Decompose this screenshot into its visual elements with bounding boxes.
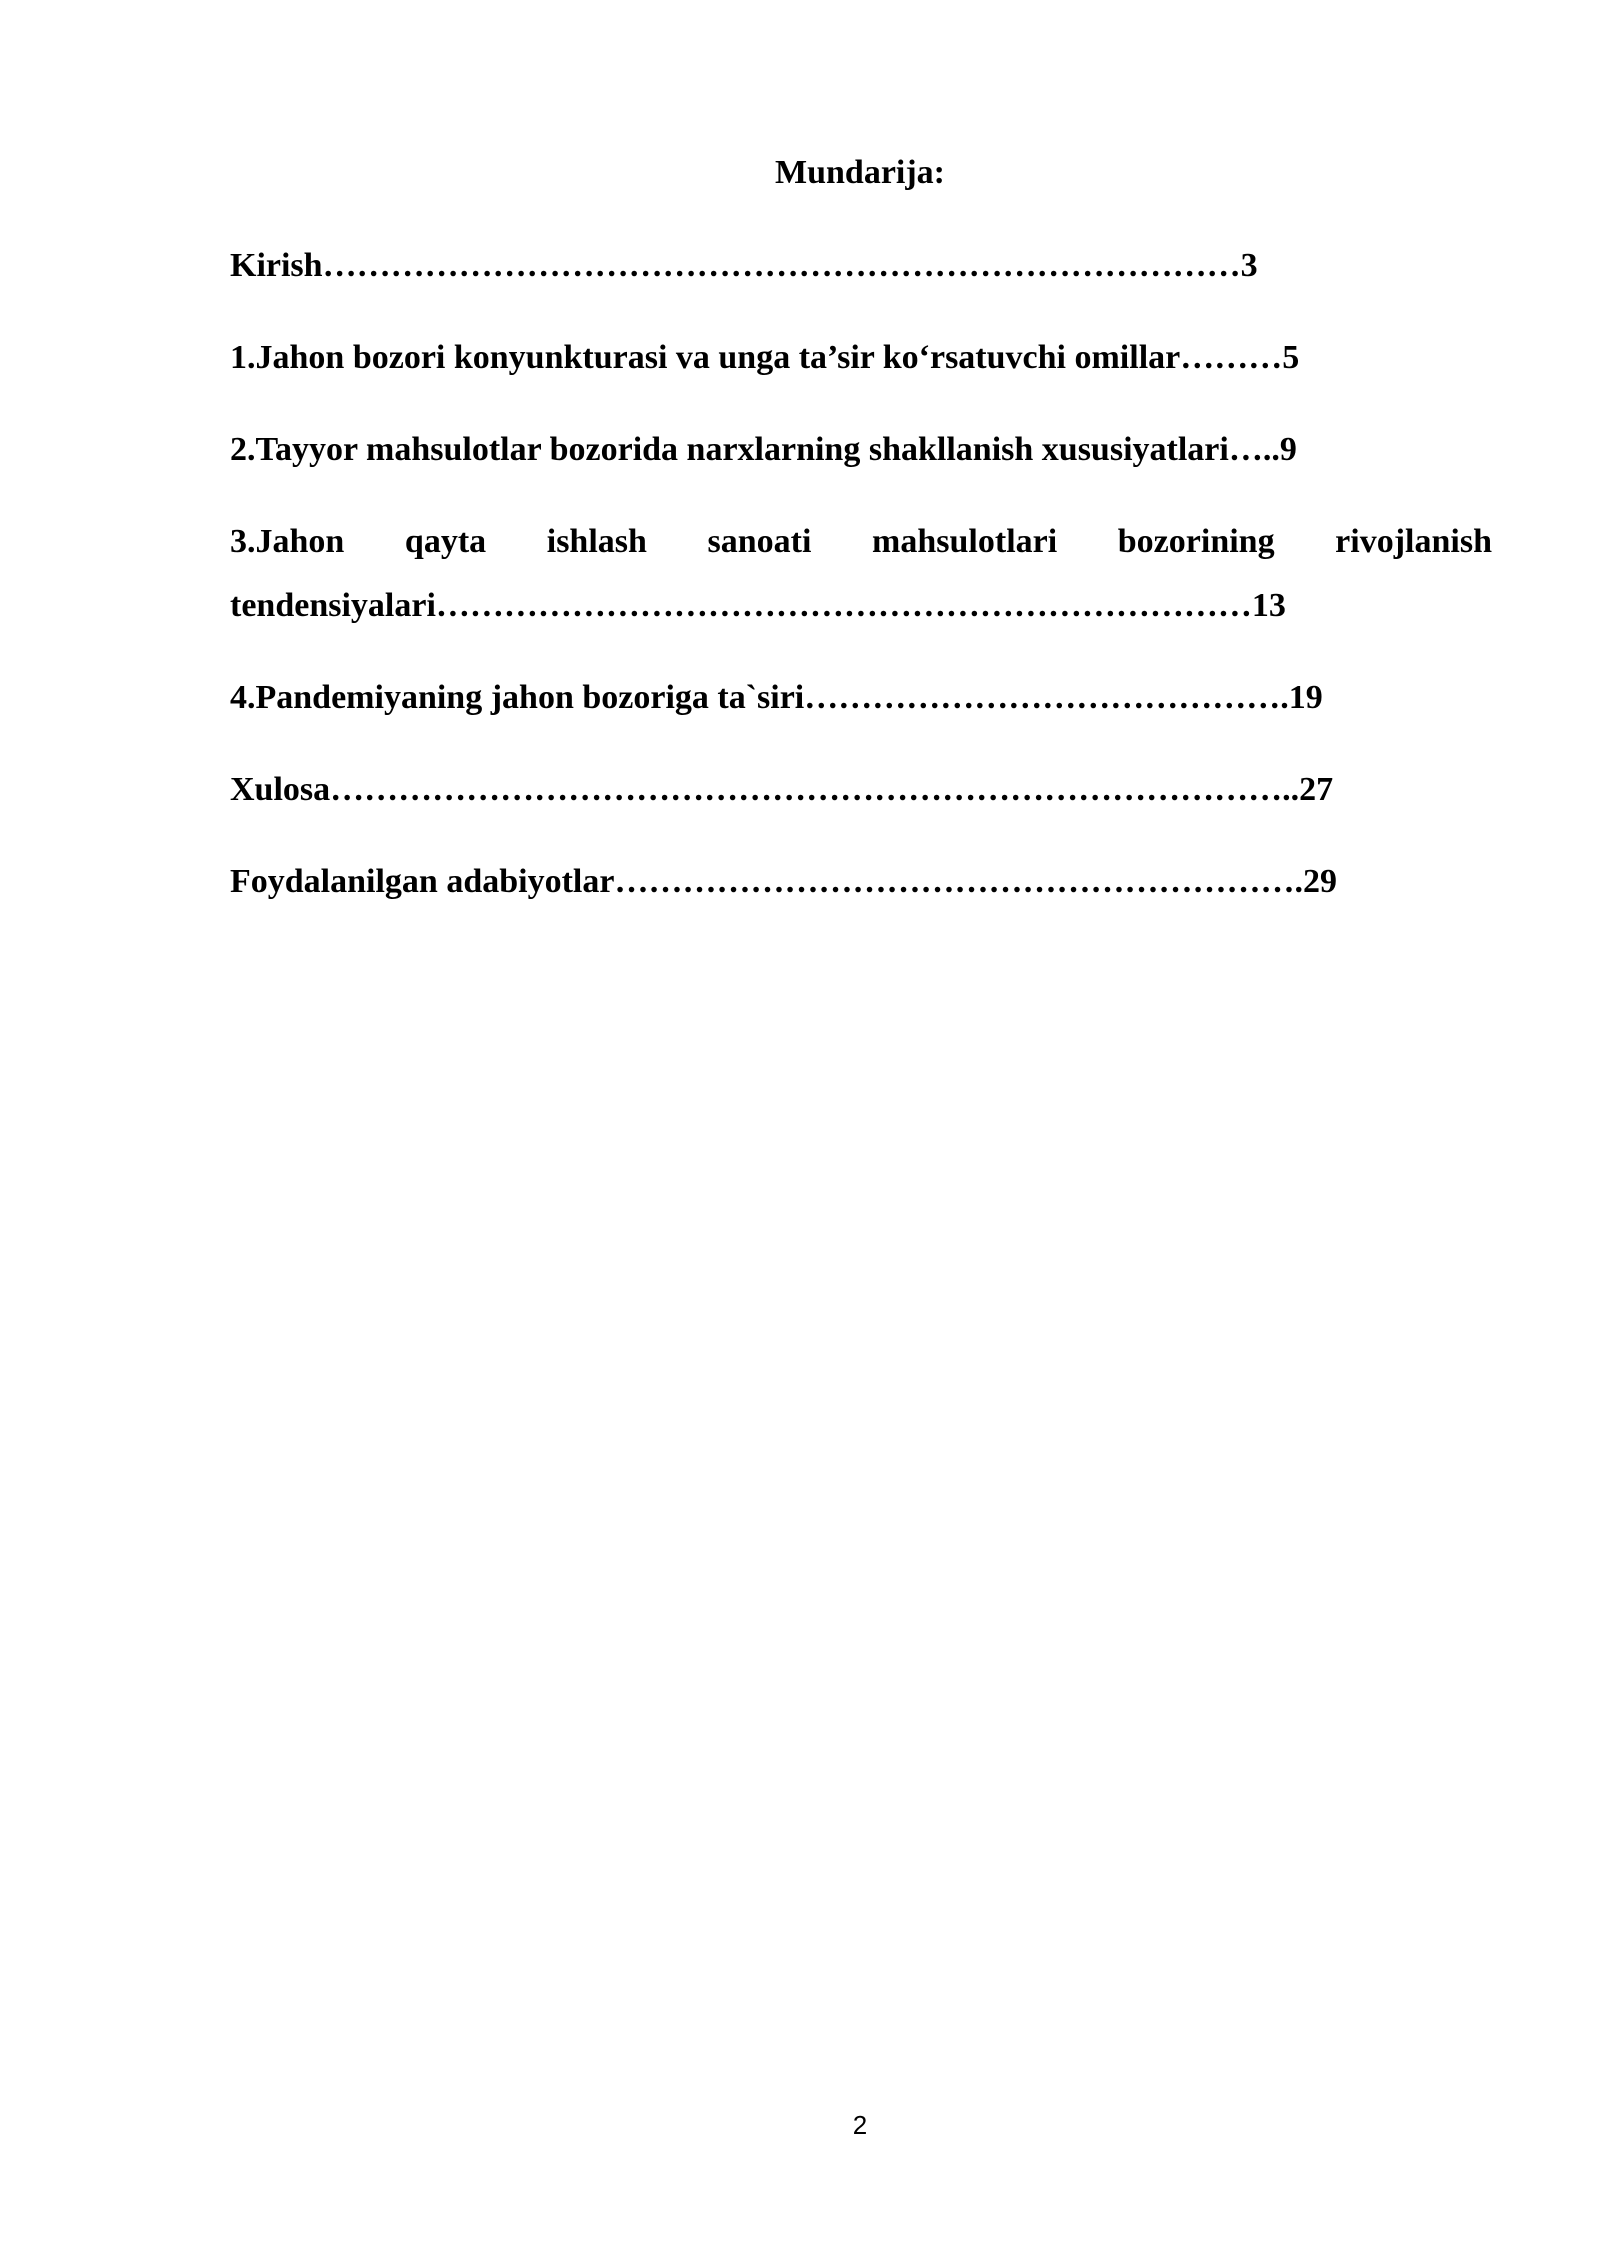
toc-entry-chapter-3-line-1: 3.Jahon qayta ishlash sanoati mahsulotlari bozorining rivojlanish <box>230 523 1492 560</box>
toc-entry-chapter-2: 2.Tayyor mahsulotlar bozorida narxlarning shakllanish xususiyatlari…..9 <box>230 431 1297 468</box>
toc-entry-references: Foydalanilgan adabiyotlar…………………………………………………….29 <box>230 863 1337 900</box>
toc-entry-chapter-4: 4.Pandemiyaning jahon bozoriga ta`siri…………………………………….19 <box>230 679 1323 716</box>
toc-entry-conclusion: Xulosa…………………………………………………………………………..27 <box>230 771 1334 808</box>
page-number: 2 <box>852 2110 868 2140</box>
toc-heading: Mundarija: <box>775 154 945 191</box>
toc-entry-chapter-1: 1.Jahon bozori konyunkturasi va unga ta’sir ko‘rsatuvchi omillar………5 <box>230 339 1300 376</box>
toc-entry-introduction: Kirish………………………………………………………………………3 <box>230 247 1258 284</box>
toc-entry-chapter-3-line-2: tendensiyalari………………………………………………………………13 <box>230 587 1286 624</box>
